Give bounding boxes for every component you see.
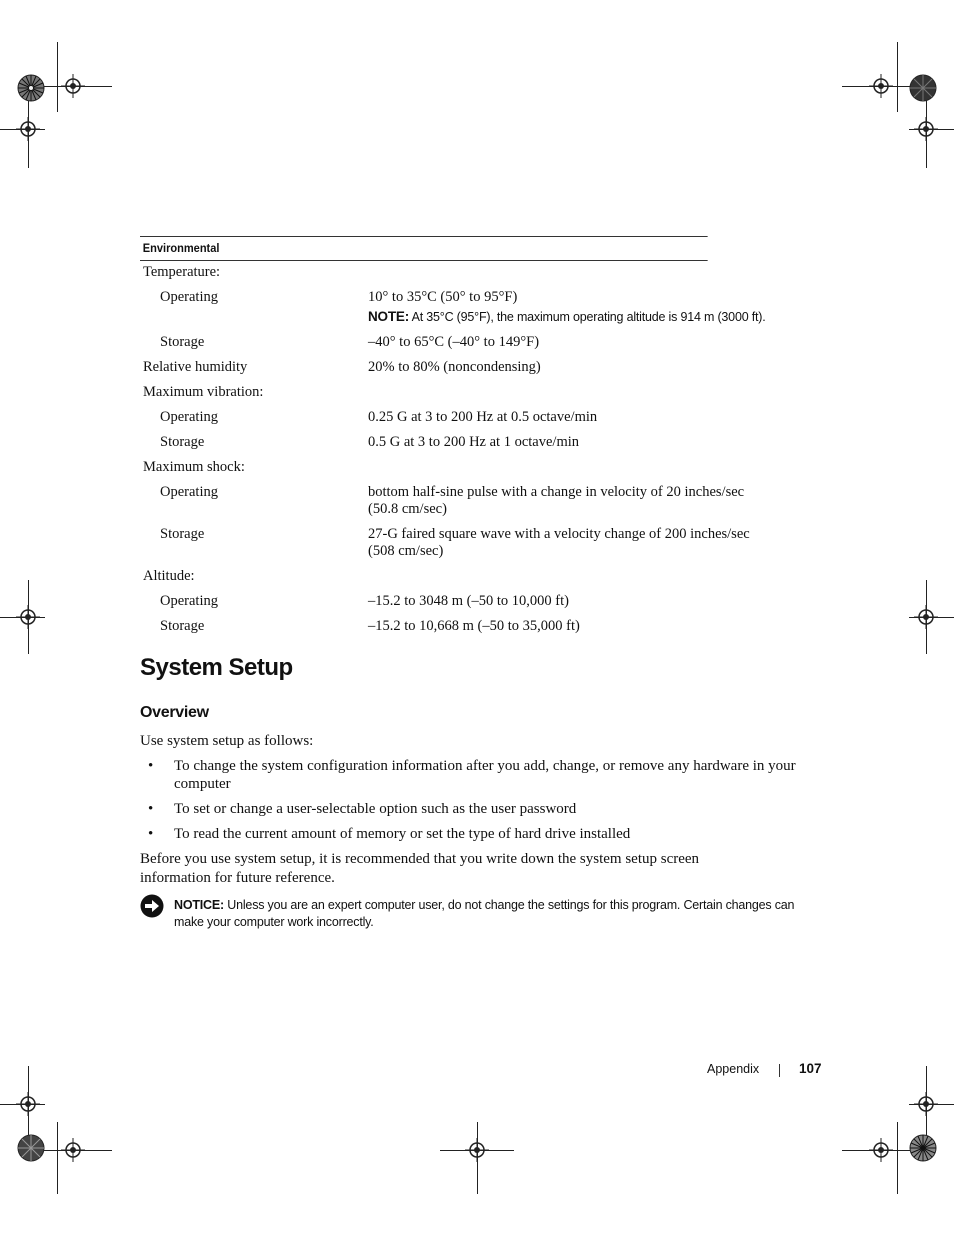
table-row-label: Operating	[160, 593, 218, 609]
notice-body: Unless you are an expert computer user, do not change the settings for this program. Certain changes can make your computer work incorrectly.	[174, 898, 795, 929]
bullet-symbol: •	[148, 801, 154, 817]
note-text: At 35°C (95°F), the maximum operating altitude is 914 m (3000 ft).	[411, 310, 766, 324]
crosshair-icon	[914, 605, 938, 629]
starburst-icon	[909, 1134, 937, 1162]
crosshair-icon	[869, 1138, 893, 1162]
notice-text	[174, 897, 814, 931]
closing-paragraph: Before you use system setup, it is recommended that you write down the system setup screen information for future reference.	[140, 851, 700, 886]
table-row-value: 0.5 G at 3 to 200 Hz at 1 octave/min	[368, 434, 580, 450]
crosshair-icon	[465, 1138, 489, 1162]
note-label: NOTE:	[368, 309, 409, 324]
footer-separator	[779, 1064, 780, 1077]
crosshair-icon	[914, 117, 938, 141]
table-row-value: 20% to 80% (noncondensing)	[368, 359, 541, 375]
subsection-title: Overview	[140, 704, 209, 721]
intro-paragraph: Use system setup as follows:	[140, 733, 314, 749]
table-row-label: Relative humidity	[143, 359, 248, 375]
table-row-label: Operating	[160, 484, 218, 500]
bullet-symbol: •	[148, 758, 154, 774]
starburst-icon	[17, 1134, 45, 1162]
bullet-symbol: •	[148, 826, 154, 842]
notice-arrow-icon	[140, 894, 164, 918]
list-item: To set or change a user-selectable option such as the user password	[174, 801, 577, 817]
crosshair-icon	[914, 1092, 938, 1116]
table-note	[368, 309, 766, 324]
table-row-label: Operating	[160, 409, 218, 425]
list-item: To read the current amount of memory or set the type of hard drive installed	[174, 826, 631, 842]
table-row-label: Storage	[160, 334, 205, 350]
table-row-value: 27-G faired square wave with a velocity change of 200 inches/sec (508 cm/sec)	[368, 526, 750, 559]
crosshair-icon	[16, 117, 40, 141]
table-row-label: Operating	[160, 289, 218, 305]
table-row-value: 0.25 G at 3 to 200 Hz at 0.5 octave/min	[368, 409, 598, 425]
table-row-value: bottom half-sine pulse with a change in velocity of 20 inches/sec (50.8 cm/sec)	[368, 484, 745, 517]
notice-label: NOTICE:	[174, 898, 224, 912]
table-row-value: –40° to 65°C (–40° to 149°F)	[368, 334, 540, 350]
table-row-label: Storage	[160, 618, 205, 634]
table-row-value: –15.2 to 10,668 m (–50 to 35,000 ft)	[368, 618, 580, 634]
list-item: To change the system configuration information after you add, change, or remove any hardware in your computer	[174, 758, 796, 792]
page-number: 107	[799, 1061, 822, 1076]
section-title: System Setup	[140, 654, 293, 681]
crosshair-icon	[16, 605, 40, 629]
starburst-icon	[17, 74, 45, 102]
crosshair-icon	[16, 1092, 40, 1116]
table-row-label: Storage	[160, 526, 205, 542]
crosshair-icon	[61, 1138, 85, 1162]
table-row-label: Maximum shock:	[143, 459, 245, 475]
crosshair-icon	[61, 74, 85, 98]
footer-section-name: Appendix	[707, 1062, 760, 1076]
table-row-value: –15.2 to 3048 m (–50 to 10,000 ft)	[368, 593, 569, 609]
table-row-label: Temperature:	[143, 264, 221, 280]
table-row-label: Maximum vibration:	[143, 384, 264, 400]
table-row-label: Altitude:	[143, 568, 195, 584]
starburst-icon	[909, 74, 937, 102]
crosshair-icon	[869, 74, 893, 98]
table-header: Environmental	[140, 236, 708, 261]
table-row-value: 10° to 35°C (50° to 95°F)	[368, 289, 518, 305]
table-row-label: Storage	[160, 434, 205, 450]
